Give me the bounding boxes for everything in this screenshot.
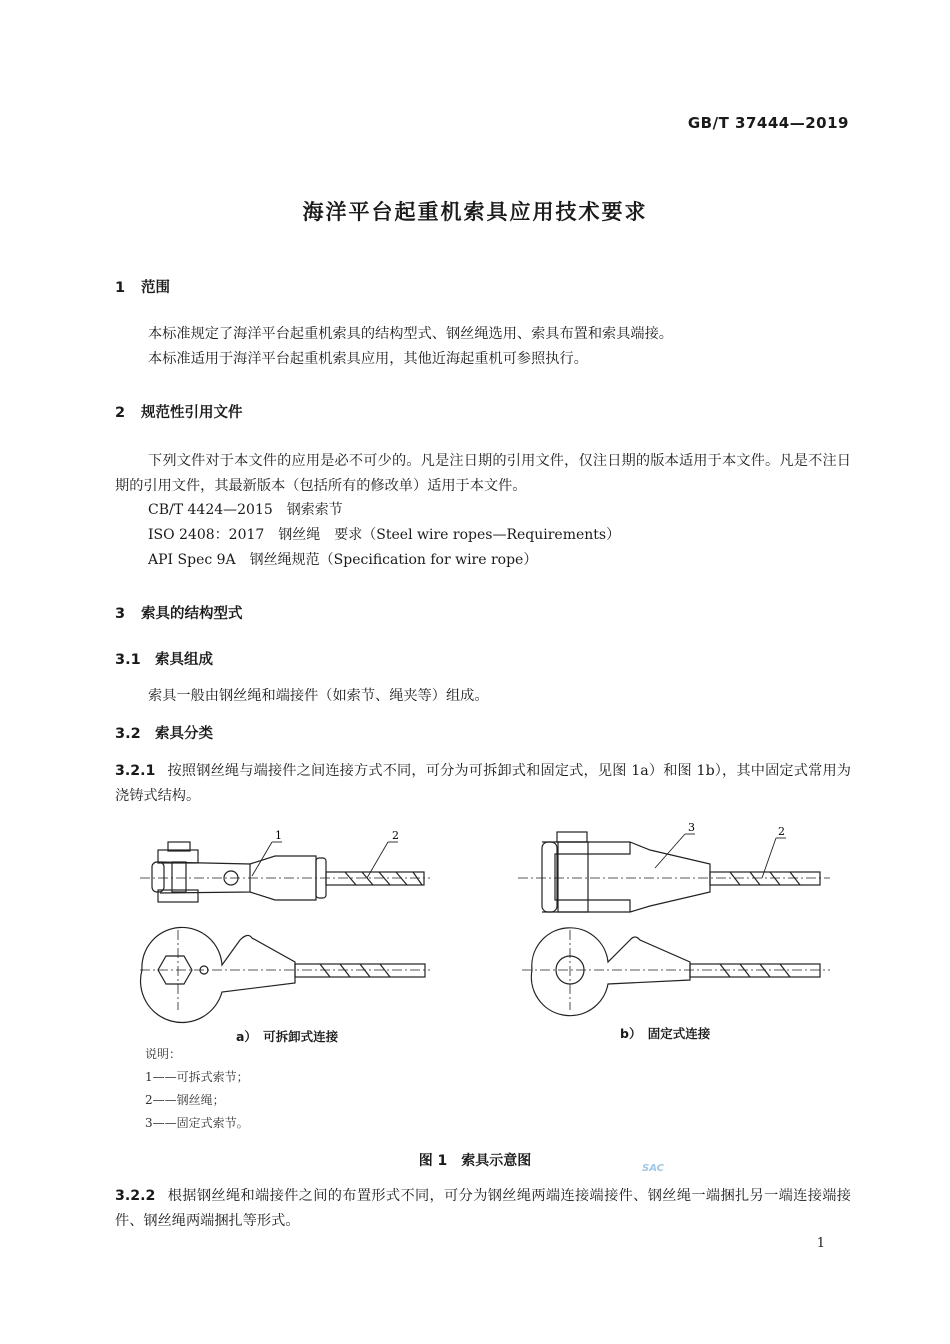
removable-socket-top-view: [152, 842, 326, 902]
section-number: 2: [115, 405, 126, 421]
legend-title: 说明：: [145, 1047, 182, 1061]
section-title: 索具组成: [155, 652, 213, 668]
reference-item: API Spec 9A 钢丝绳规范（Specification for wire rope）: [148, 552, 538, 568]
section-3-2-heading: [115, 722, 213, 743]
section-3-heading: [115, 602, 243, 623]
reference-item: ISO 2408：2017 钢丝绳 要求（Steel wire ropes—Requirements）: [148, 527, 621, 543]
section-title: 索具的结构型式: [141, 606, 243, 622]
section-title: 范围: [141, 280, 170, 296]
section-number: 1: [115, 280, 126, 296]
section-title: 索具分类: [155, 726, 213, 742]
section-number: 3.2: [115, 726, 141, 742]
sac-watermark: SAC: [642, 1163, 664, 1174]
legend-item: 3——固定式索节。: [145, 1116, 249, 1130]
legend-item: 1——可拆式索节；: [145, 1070, 249, 1084]
callout-label: 3: [688, 821, 695, 834]
fixed-socket-top-view: [542, 832, 820, 912]
section-number: 3: [115, 606, 126, 622]
page-number: 1: [816, 1236, 825, 1251]
figure-1-drawing: [130, 820, 850, 1025]
section-1-paragraph-1: 本标准规定了海洋平台起重机索具的结构型式、钢丝绳选用、索具布置和索具端接。: [148, 326, 673, 342]
section-1-paragraph-2: 本标准适用于海洋平台起重机索具应用，其他近海起重机可参照执行。: [148, 351, 588, 367]
callout-label: 1: [275, 829, 282, 842]
section-1-heading: [115, 276, 170, 297]
clause-text: 按照钢丝绳与端接件之间连接方式不同，可分为可拆卸式和固定式，见图 1a）和图 1b），其中固定式常用为浇铸式结构。: [115, 763, 851, 804]
legend-item: 2——钢丝绳；: [145, 1093, 225, 1107]
figure-title: 图 1 索具示意图: [418, 1153, 532, 1169]
wire-rope-a: [326, 872, 424, 885]
reference-item: CB/T 4424—2015 钢索索节: [148, 502, 343, 518]
clause-number: 3.2.1: [115, 763, 156, 779]
removable-socket-side-view: [141, 927, 425, 1022]
section-2-intro: 下列文件对于本文件的应用是必不可少的。凡是注日期的引用文件，仅注日期的版本适用于本文件。凡是不注日期的引用文件，其最新版本（包括所有的修改单）适用于本文件。: [115, 453, 851, 494]
section-number: 3.1: [115, 652, 141, 668]
clause-number: 3.2.2: [115, 1188, 156, 1204]
section-3-1-paragraph: 索具一般由钢丝绳和端接件（如索节、绳夹等）组成。: [148, 688, 489, 704]
figure-caption-a: a） 可拆卸式连接: [236, 1029, 339, 1044]
fixed-socket-side-view: [531, 928, 820, 1016]
clause-3-2-1: [115, 759, 851, 809]
callout-label: 2: [392, 829, 399, 842]
callout-label: 2: [778, 825, 785, 838]
page-title: 海洋平台起重机索具应用技术要求: [302, 200, 648, 224]
clause-3-2-2: [115, 1184, 851, 1234]
clause-text: 根据钢丝绳和端接件之间的布置形式不同，可分为钢丝绳两端连接端接件、钢丝绳一端捆扎另一端连接端接件、钢丝绳两端捆扎等形式。: [115, 1188, 851, 1229]
figure-caption-b: b） 固定式连接: [620, 1026, 711, 1041]
figure-legend: [145, 1043, 249, 1135]
standard-number: GB/T 37444—2019: [687, 114, 849, 132]
section-title: 规范性引用文件: [141, 405, 243, 421]
section-2-heading: [115, 401, 243, 422]
section-3-1-heading: [115, 648, 213, 669]
